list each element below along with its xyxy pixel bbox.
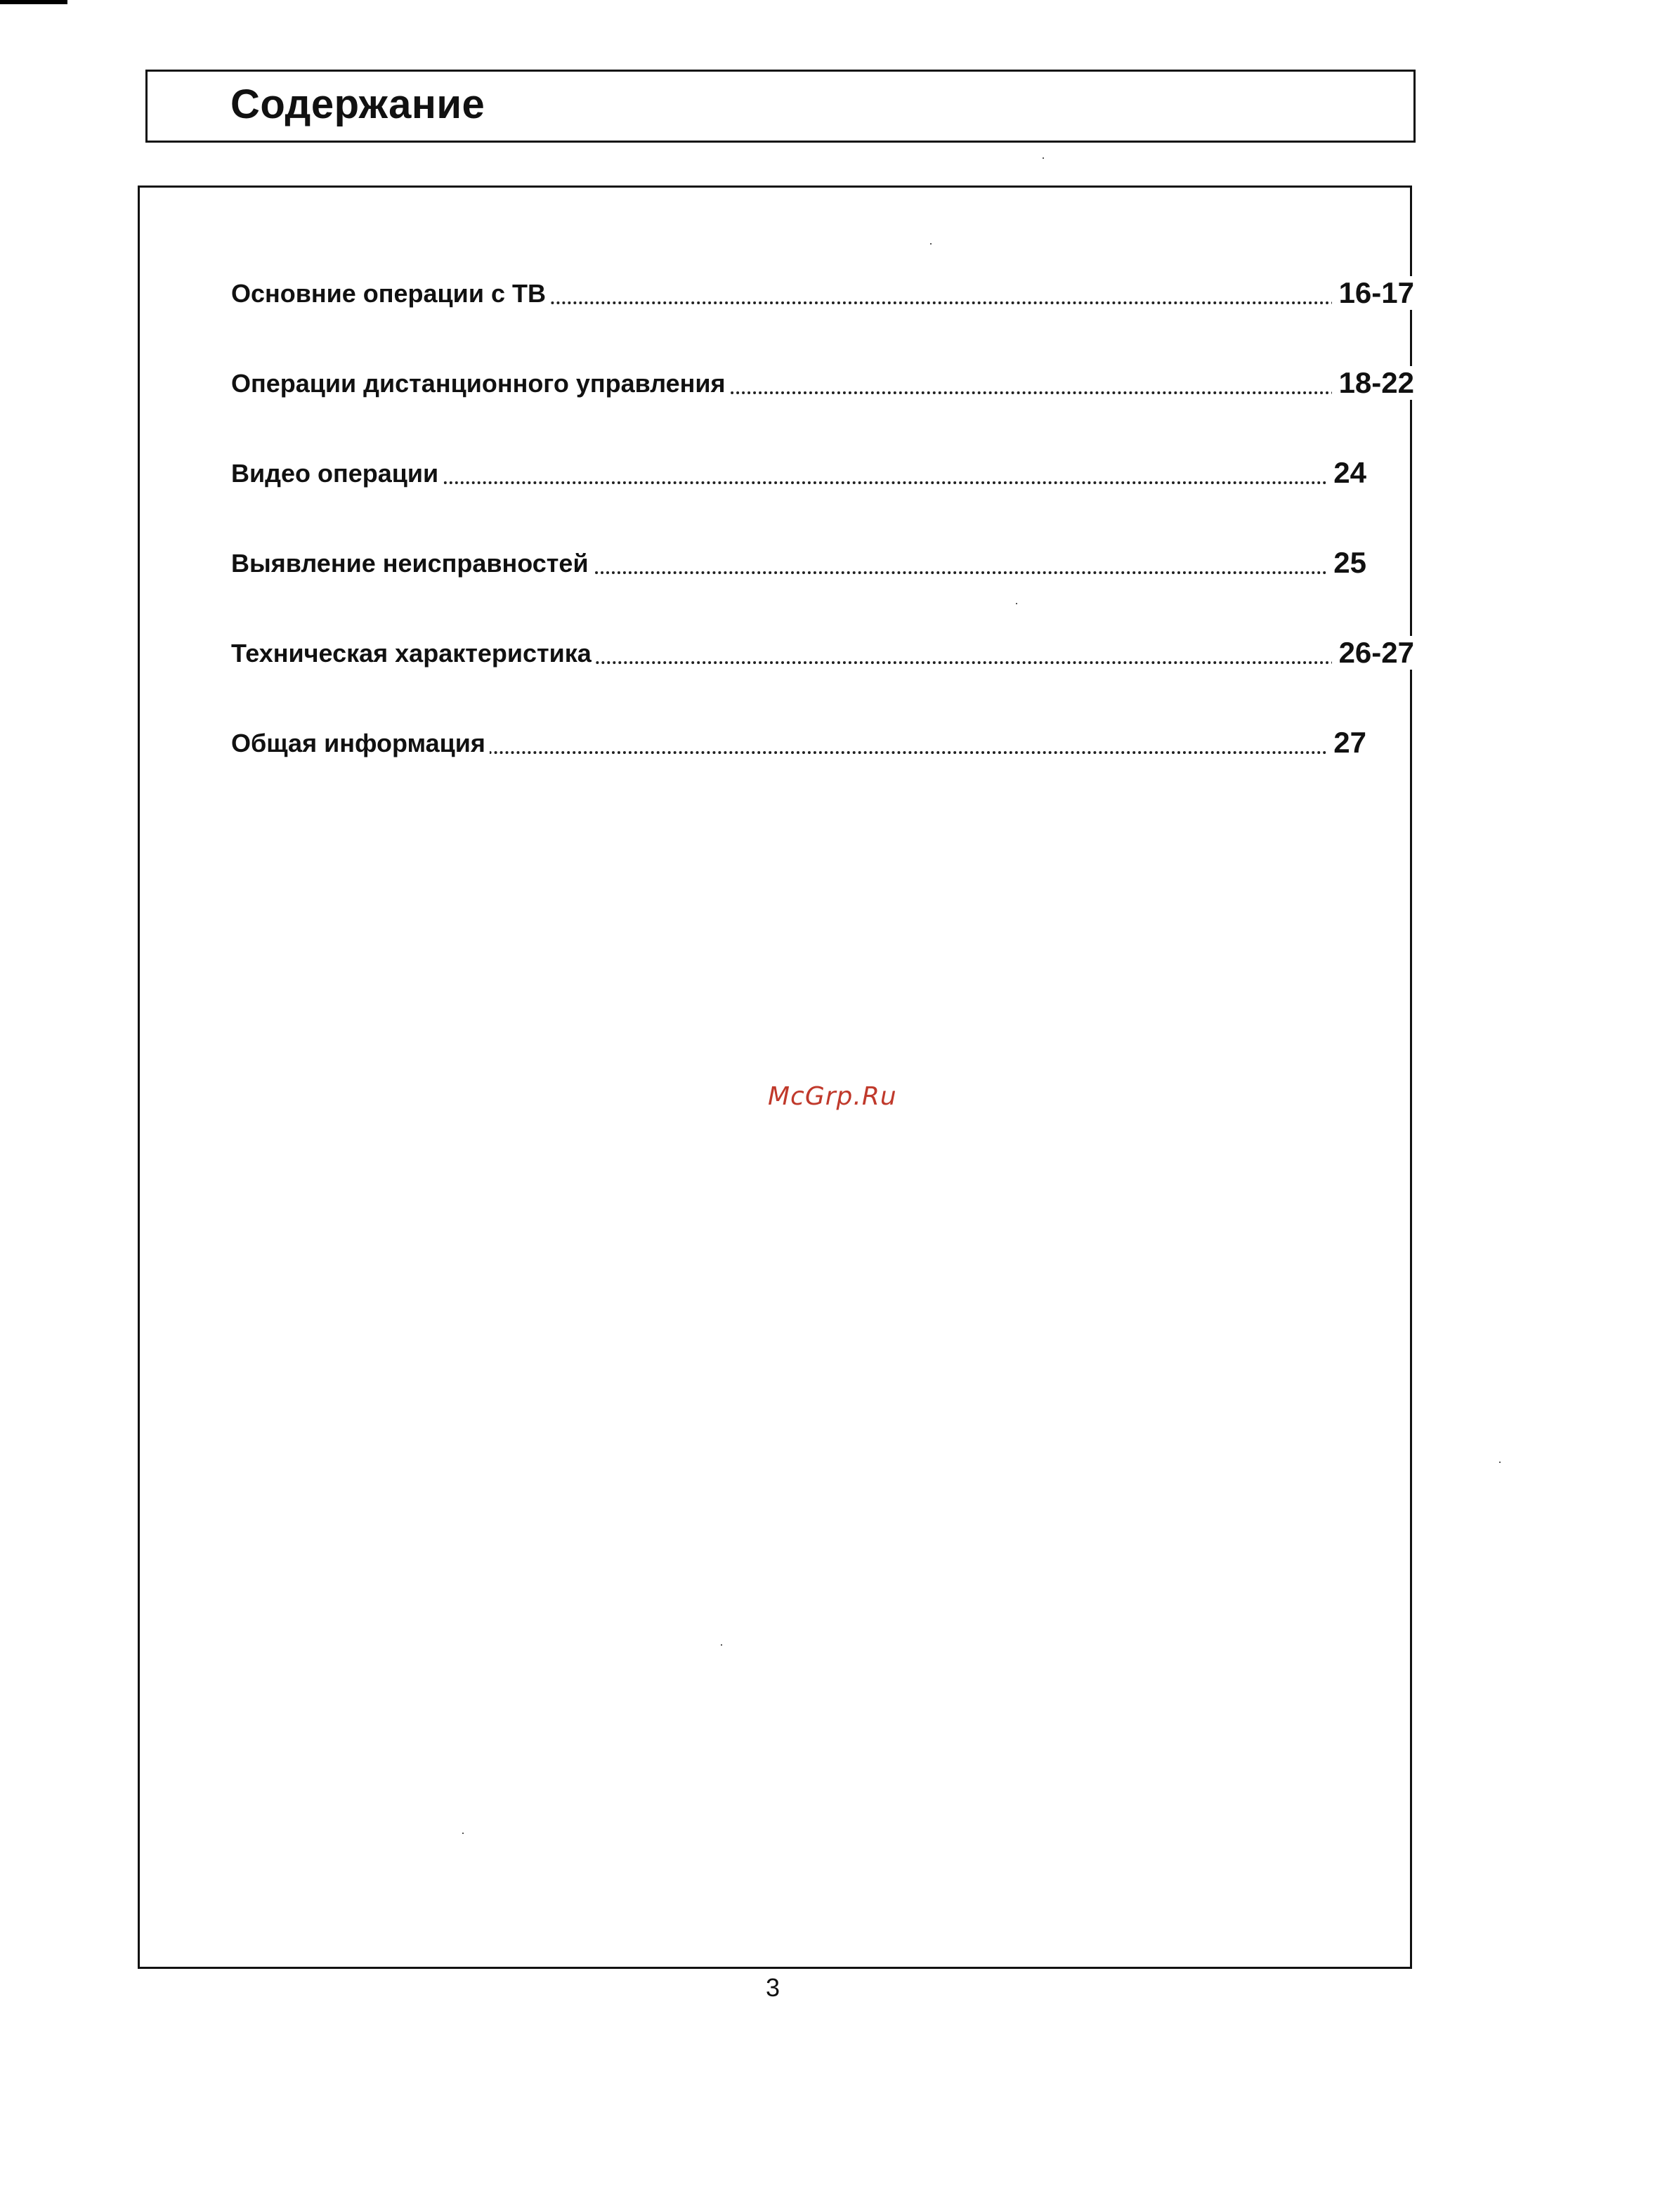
toc-entry[interactable] bbox=[231, 540, 1366, 583]
toc-entry-page: 18-22 bbox=[1332, 366, 1414, 400]
page-number: 3 bbox=[766, 1973, 781, 2002]
scan-speck bbox=[1043, 157, 1044, 159]
scan-corner-mark bbox=[0, 0, 67, 4]
watermark-text: McGrp.Ru bbox=[768, 1082, 897, 1111]
toc-entry-page: 27 bbox=[1326, 726, 1366, 760]
scan-speck bbox=[1016, 603, 1017, 604]
scan-speck bbox=[721, 1644, 722, 1646]
toc-entry-label: Видео операции bbox=[231, 459, 443, 488]
toc-entry-page: 16-17 bbox=[1332, 276, 1414, 310]
toc-entry-label: Выявление неисправностей bbox=[231, 549, 593, 578]
scan-speck bbox=[1499, 1462, 1501, 1463]
toc-entry-label: Операции дистанционного управления bbox=[231, 369, 730, 398]
toc-entry-page: 25 bbox=[1326, 546, 1366, 580]
toc-entry-label: Общая информация bbox=[231, 729, 490, 758]
toc-entry[interactable] bbox=[231, 360, 1414, 403]
toc-entry-page: 24 bbox=[1326, 456, 1366, 490]
toc-entry-label: Основние операции с ТВ bbox=[231, 279, 550, 308]
toc-entry[interactable] bbox=[231, 450, 1366, 493]
toc-entry[interactable] bbox=[231, 271, 1414, 313]
page-title: Содержание bbox=[230, 82, 485, 127]
toc-entry-page: 26-27 bbox=[1332, 636, 1414, 670]
toc-entry[interactable] bbox=[231, 630, 1414, 672]
toc-entry-label: Техническая характеристика bbox=[231, 639, 596, 668]
scan-speck bbox=[930, 243, 932, 245]
scan-speck bbox=[462, 1833, 464, 1834]
toc-entry[interactable] bbox=[231, 720, 1366, 762]
toc-frame bbox=[138, 186, 1412, 1969]
title-frame bbox=[145, 70, 1416, 143]
